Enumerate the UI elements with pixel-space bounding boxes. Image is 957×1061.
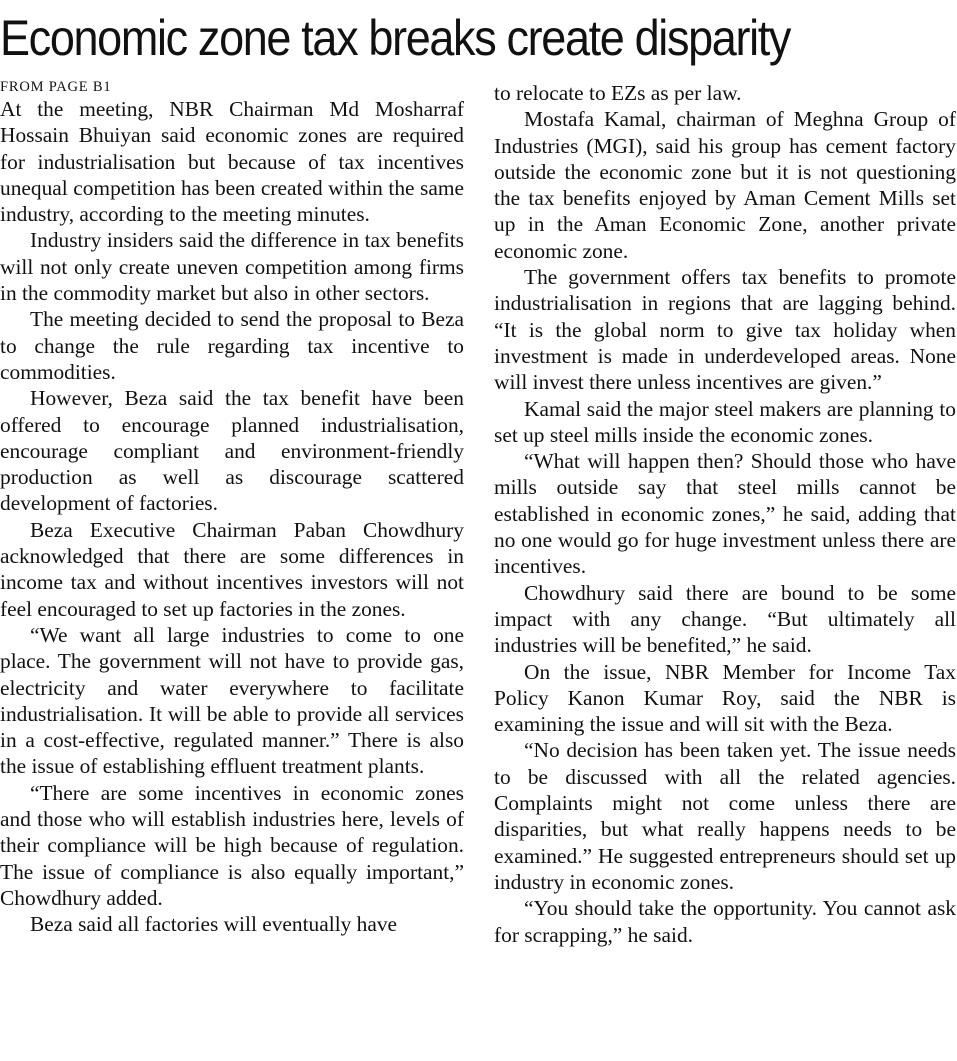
paragraph: On the issue, NBR Member for Income Tax Policy Kanon Kumar Roy, said the NBR is examining the issue and will sit with the Beza. xyxy=(494,659,956,737)
paragraph: Beza Executive Chairman Paban Chowdhury acknowledged that there are some differences in income tax and without incentives investors will not feel encouraged to set up factories in the zones. xyxy=(0,517,464,621)
paragraph: “No decision has been taken yet. The issue needs to be discussed with all the related agencies. Complaints might not come unless there are disparities, but what really happens needs to be examined.” He suggested entrepreneurs should set up industry in economic zones. xyxy=(494,738,956,894)
paragraph: At the meeting, NBR Chairman Md Mosharraf Hossain Bhuiyan said economic zones are required for industrialisation but because of tax incentives unequal competition has been created within the same industry, according to the meeting minutes. xyxy=(0,97,464,227)
paragraph: The government offers tax benefits to promote industrialisation in regions that are lagging behind. “It is the global norm to give tax holiday when investment is made in underdeveloped areas. None will invest there unless incentives are given.” xyxy=(494,265,956,395)
kicker: FROM PAGE B1 xyxy=(0,79,112,95)
paragraph: Mostafa Kamal, chairman of Meghna Group of Industries (MGI), said his group has cement factory outside the economic zone but it is not questioning the tax benefits enjoyed by Aman Cement Mills set up in the Aman Economic Zone, another private economic zone. xyxy=(494,107,956,263)
paragraph: to relocate to EZs as per law. xyxy=(494,81,742,105)
paragraph: “There are some incentives in economic zones and those who will establish industries here, levels of their compliance will be high because of regulation. The issue of compliance is also equally important,” Chowdhury added. xyxy=(0,780,464,910)
paragraph: Chowdhury said there are bound to be some impact with any change. “But ultimately all industries will be benefited,” he said. xyxy=(494,580,956,658)
paragraph: “We want all large industries to come to one place. The government will not have to provide gas, electricity and water everywhere to facilitate industrialisation. It will be able to provide all services in a cost-effective, regulated manner.” There is also the issue of establishing effluent treatment plants. xyxy=(0,622,464,779)
paragraph: Industry insiders said the difference in tax benefits will not only create uneven competition among firms in the commodity market but also in other sectors. xyxy=(0,228,464,306)
right-column xyxy=(494,80,956,948)
paragraph: “What will happen then? Should those who have mills outside say that steel mills cannot be established in economic zones,” he said, adding that no one would go for huge investment unless there are incentives. xyxy=(494,449,956,579)
paragraph: “You should take the opportunity. You cannot ask for scrapping,” he said. xyxy=(494,896,956,947)
left-column xyxy=(0,78,464,938)
paragraph: The meeting decided to send the proposal to Beza to change the rule regarding tax incentive to commodities. xyxy=(0,307,464,384)
paragraph: However, Beza said the tax benefit have been offered to encourage planned industrialisation, encourage compliant and environment-friendly production as well as discourage scattered development of factories. xyxy=(0,386,464,516)
headline: Economic zone tax breaks create disparity xyxy=(0,10,791,66)
paragraph: Beza said all factories will eventually have xyxy=(30,912,398,937)
paragraph: Kamal said the major steel makers are planning to set up steel mills inside the economic zones. xyxy=(494,396,956,447)
